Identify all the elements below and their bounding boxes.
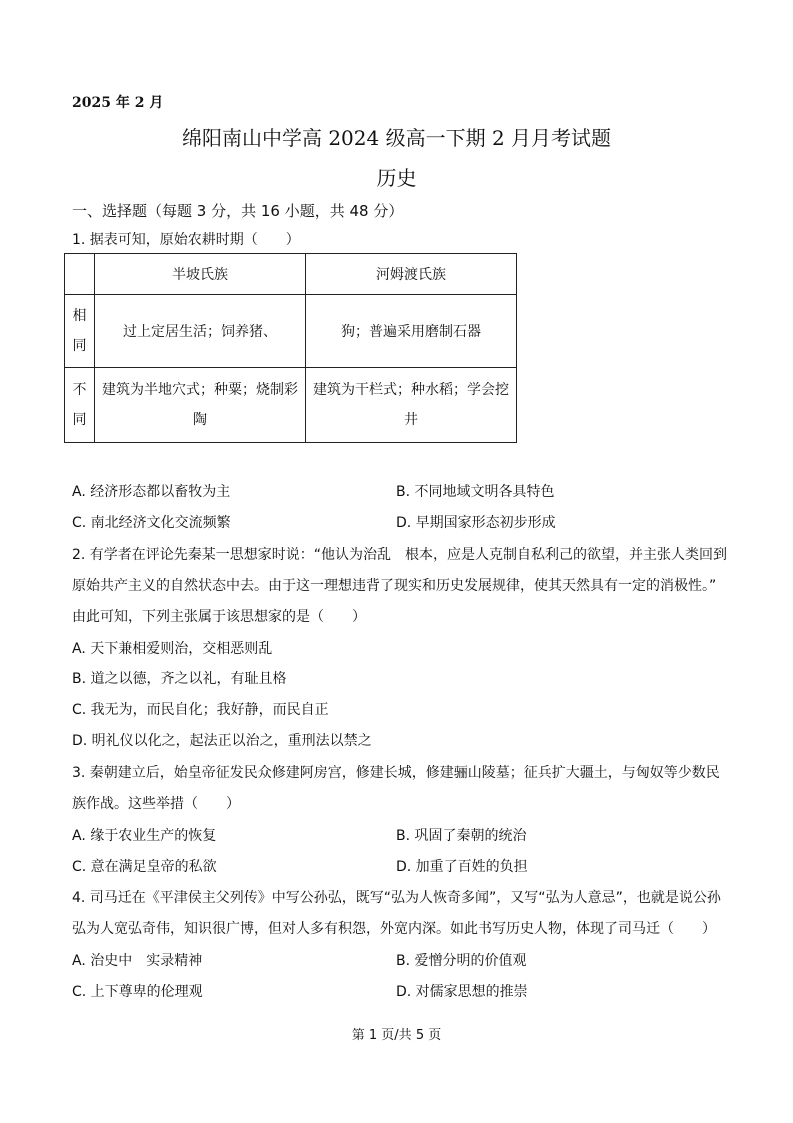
table-corner	[65, 254, 95, 295]
question-4-stem: 弘为人宽弘奇伟，知识很广博，但对人多有积怨，外宽内深。如此书写历史人物，体现了司马迁（ ）	[72, 921, 716, 937]
comparison-table	[64, 253, 517, 443]
table-header: 半坡氏族	[95, 254, 306, 295]
page-footer: 第 1 页/共 5 页	[351, 1028, 442, 1043]
question-2-stem: 由此可知，下列主张属于该思想家的是（ ）	[72, 609, 366, 625]
option-d[interactable]: D. 对儒家思想的推崇	[396, 984, 528, 1000]
option-d[interactable]: D. 加重了百姓的负担	[396, 859, 528, 875]
question-2-stem: 2. 有学者在评论先秦某一思想家时说：“他认为治乱 根本，应是人克制自私利己的欲望，并主张人类回到	[72, 547, 728, 563]
table-row-label: 相同	[65, 295, 95, 368]
option-a[interactable]: A. 缘于农业生产的恢复	[72, 828, 217, 844]
option-a[interactable]: A. 治史中 实录精神	[72, 953, 203, 969]
question-3-stem: 3. 秦朝建立后，始皇帝征发民众修建阿房宫，修建长城，修建骊山陵墓；征兵扩大疆土，与匈奴等少数民	[72, 765, 720, 781]
option-b[interactable]: B. 巩固了秦朝的统治	[396, 828, 527, 844]
option-a[interactable]: A. 天下兼相爱则治，交相恶则乱	[72, 641, 273, 657]
table-header: 河姆渡氏族	[306, 254, 517, 295]
option-b[interactable]: B. 爱憎分明的价值观	[396, 953, 527, 969]
option-c[interactable]: C. 南北经济文化交流频繁	[72, 515, 231, 531]
table-cell: 建筑为半地穴式；种粟；烧制彩陶	[95, 368, 306, 443]
table-cell: 过上定居生活；饲养猪、	[95, 295, 306, 368]
exam-subject: 历史	[376, 166, 417, 190]
table-row-label: 不同	[65, 368, 95, 443]
exam-date: 2025 年 2 月	[72, 95, 164, 111]
question-3-stem: 族作战。这些举措（ ）	[72, 796, 240, 812]
question-2-stem: 原始共产主义的自然状态中去。由于这一理想违背了现实和历史发展规律，使其天然具有一定的消极性。”	[72, 578, 717, 594]
question-4-stem: 4. 司马迁在《平津侯主父列传》中写公孙弘，既写“弘为人恢奇多闻”，又写“弘为人意忌”，也就是说公孙	[72, 890, 721, 906]
question-1-stem: 1. 据表可知，原始农耕时期（ ）	[72, 232, 300, 248]
option-c[interactable]: C. 我无为，而民自化；我好静，而民自正	[72, 702, 329, 718]
option-a[interactable]: A. 经济形态都以畜牧为主	[72, 484, 231, 500]
section-heading: 一、选择题（每题 3 分，共 16 小题，共 48 分）	[72, 202, 404, 220]
option-b[interactable]: B. 道之以德，齐之以礼，有耻且格	[72, 671, 287, 687]
exam-title: 绵阳南山中学高 2024 级高一下期 2 月月考试题	[181, 126, 612, 150]
option-b[interactable]: B. 不同地域文明各具特色	[396, 484, 555, 500]
table-cell: 建筑为干栏式；种水稻；学会挖井	[306, 368, 517, 443]
table-cell: 狗；普遍采用磨制石器	[306, 295, 517, 368]
option-d[interactable]: D. 早期国家形态初步形成	[396, 515, 556, 531]
option-c[interactable]: C. 上下尊卑的伦理观	[72, 984, 203, 1000]
option-c[interactable]: C. 意在满足皇帝的私欲	[72, 859, 217, 875]
option-d[interactable]: D. 明礼仪以化之，起法正以治之，重刑法以禁之	[72, 733, 372, 749]
